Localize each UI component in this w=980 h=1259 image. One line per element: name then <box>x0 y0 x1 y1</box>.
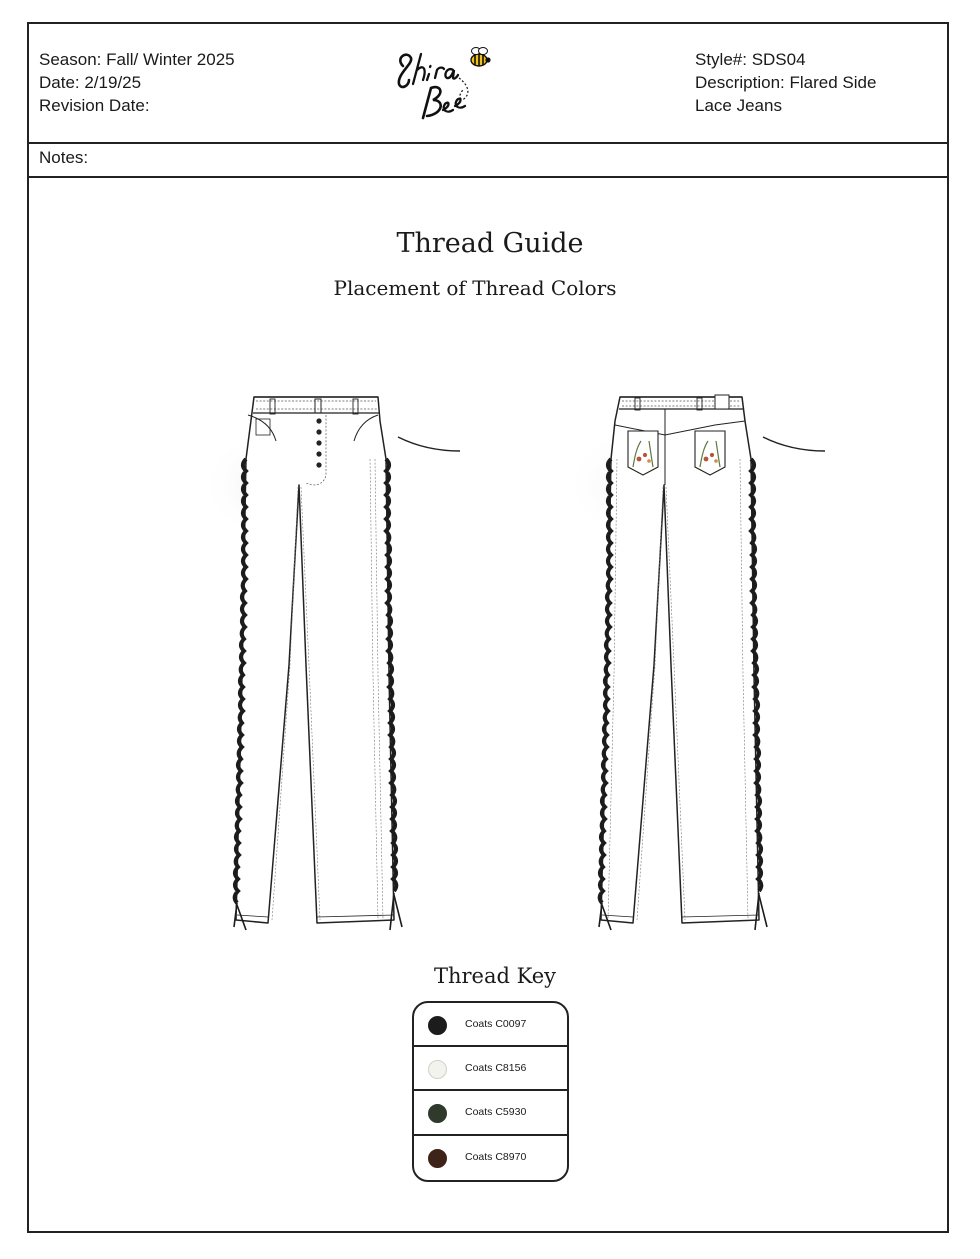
thread-swatch <box>428 1060 447 1079</box>
thread-label: Coats C8970 <box>465 1150 527 1163</box>
thread-label: Coats C5930 <box>465 1106 527 1119</box>
thread-key-row <box>414 1003 567 1047</box>
bee-icon <box>471 48 491 67</box>
thread-label: Coats C8156 <box>465 1062 527 1075</box>
back-pocket-right <box>695 431 725 475</box>
season-text: Season: Fall/ Winter 2025 <box>39 50 235 69</box>
thread-key-table <box>412 1001 569 1182</box>
header-left-info <box>39 48 235 117</box>
brand-logo <box>387 40 499 124</box>
jeans-front-sketch <box>190 375 480 945</box>
header-block <box>29 24 947 144</box>
style-number-text: Style#: SDS04 <box>695 50 806 69</box>
header-right-info <box>695 48 876 117</box>
callout-line <box>763 437 825 451</box>
thread-key-row <box>414 1091 567 1135</box>
callout-line <box>398 437 460 451</box>
notes-row <box>29 142 947 178</box>
thread-swatch <box>428 1149 447 1168</box>
notes-label: Notes: <box>39 148 89 167</box>
back-label-patch <box>715 395 729 409</box>
description-text-line-1: Description: Flared Side <box>695 73 877 92</box>
revision-date-text: Revision Date: <box>39 96 150 115</box>
description-text-line-2: Lace Jeans <box>695 96 782 115</box>
thread-label: Coats C0097 <box>465 1018 527 1030</box>
back-pocket-left <box>628 431 658 475</box>
thread-key-title: Thread Key <box>433 964 557 988</box>
thread-swatch <box>428 1104 447 1123</box>
thread-key-row <box>414 1047 567 1091</box>
page-subtitle: Placement of Thread Colors <box>333 276 617 300</box>
date-text: Date: 2/19/25 <box>39 73 142 92</box>
page-title: Thread Guide <box>396 228 584 259</box>
thread-swatch <box>428 1016 447 1035</box>
jeans-back-sketch <box>555 375 845 945</box>
thread-key-row <box>414 1136 567 1180</box>
